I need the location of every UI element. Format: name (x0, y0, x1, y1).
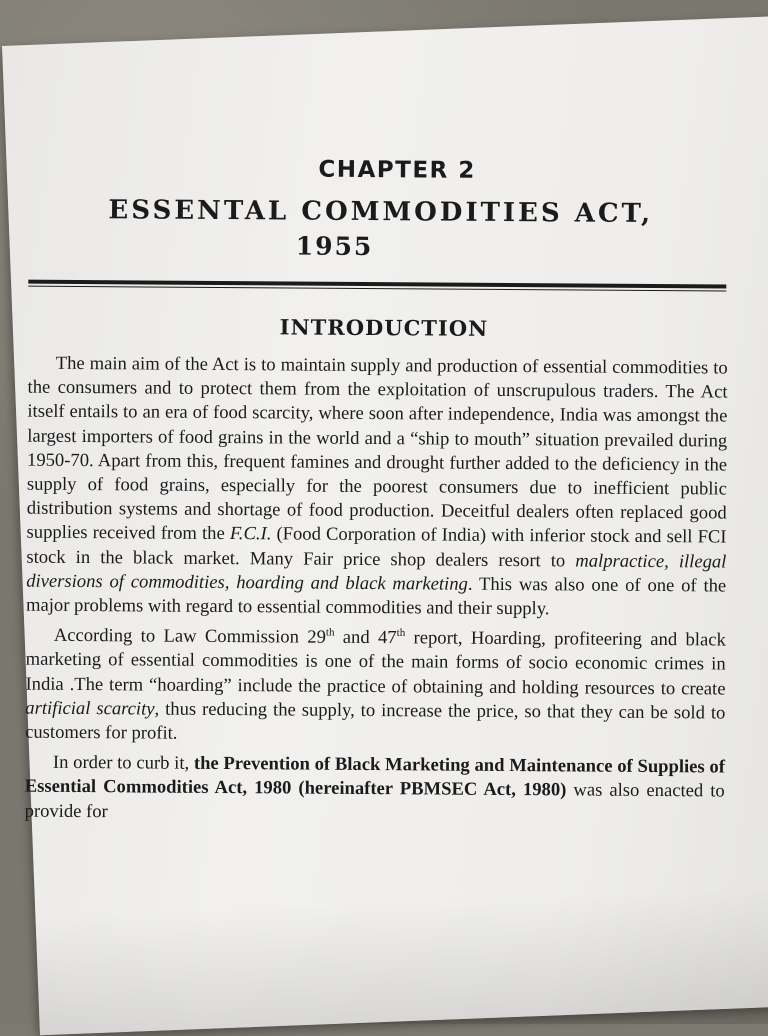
p2-text-d: , thus reducing the supply, to increase the price, so that they can be sold to customers for profit. (25, 698, 726, 744)
p2-sup-1: th (325, 626, 335, 639)
p2-text-c: report, Hoarding, profiteering and black marketing of essential commodities is one of the main forms of socio economic crimes in India .The term “hoarding” include the practice of obtaining and holding resources to create (25, 627, 726, 700)
chapter-title: ESSENTAL COMMODITIES ACT, (108, 195, 654, 230)
p3-text-b: was also enacted to provide for (24, 779, 725, 822)
p1-text-a: The main aim of the Act is to maintain supply and production of essential commodities to the consumers and to protect them from the exploitation of unscrupulous traders. The Act itself entails to an era of food scarcity, where soon after independence, India was amongst the largest importers of food grains in the world and a “ship to mouth” situation prevailed during 1950-70. Apart from this, frequent famines and drought further added to the deficiency in the supply of food grains, especially for the poorest consumers due to inefficient public distribution systems and shortage of food production. Deceitful dealers often replaced good supplies received from the (26, 352, 728, 545)
p2-italic: artificial scarcity (25, 697, 155, 720)
p1-italic: malpractice, illegal diversions of commodities, hoarding and black marketing (26, 550, 727, 595)
p1-text-b: (Food Corporation of India) with inferior stock and sell FCI stock in the black market. Many Fair price shop dealers resort to (26, 523, 727, 572)
book-page (2, 16, 768, 1036)
chapter-title-year: 1955 (295, 231, 374, 262)
chapter-label: CHAPTER 2 (318, 156, 476, 184)
p3-text-a: In order to curb it, (52, 752, 195, 775)
p3-bold: the Prevention of Black Marketing and Maintenance of Supplies of Essential Commodities Act, 1980 (hereinafter PBMSEC Act, 1980) (24, 753, 726, 801)
body-text (25, 352, 728, 829)
section-heading: INTRODUCTION (279, 314, 489, 341)
p2-text-a: According to Law Commission 29 (53, 625, 326, 648)
p2-sup-2: th (396, 627, 406, 640)
paragraph-3 (25, 751, 725, 828)
paragraph-1 (26, 352, 728, 623)
p1-text-c: . This was also one of one of the major problems with regard to essential commodities and their supply. (25, 573, 727, 620)
paragraph-2 (25, 624, 726, 750)
page-content (24, 45, 728, 822)
p1-fci-italic: F.C.I. (229, 523, 272, 545)
p2-text-b: and 47 (334, 627, 397, 649)
